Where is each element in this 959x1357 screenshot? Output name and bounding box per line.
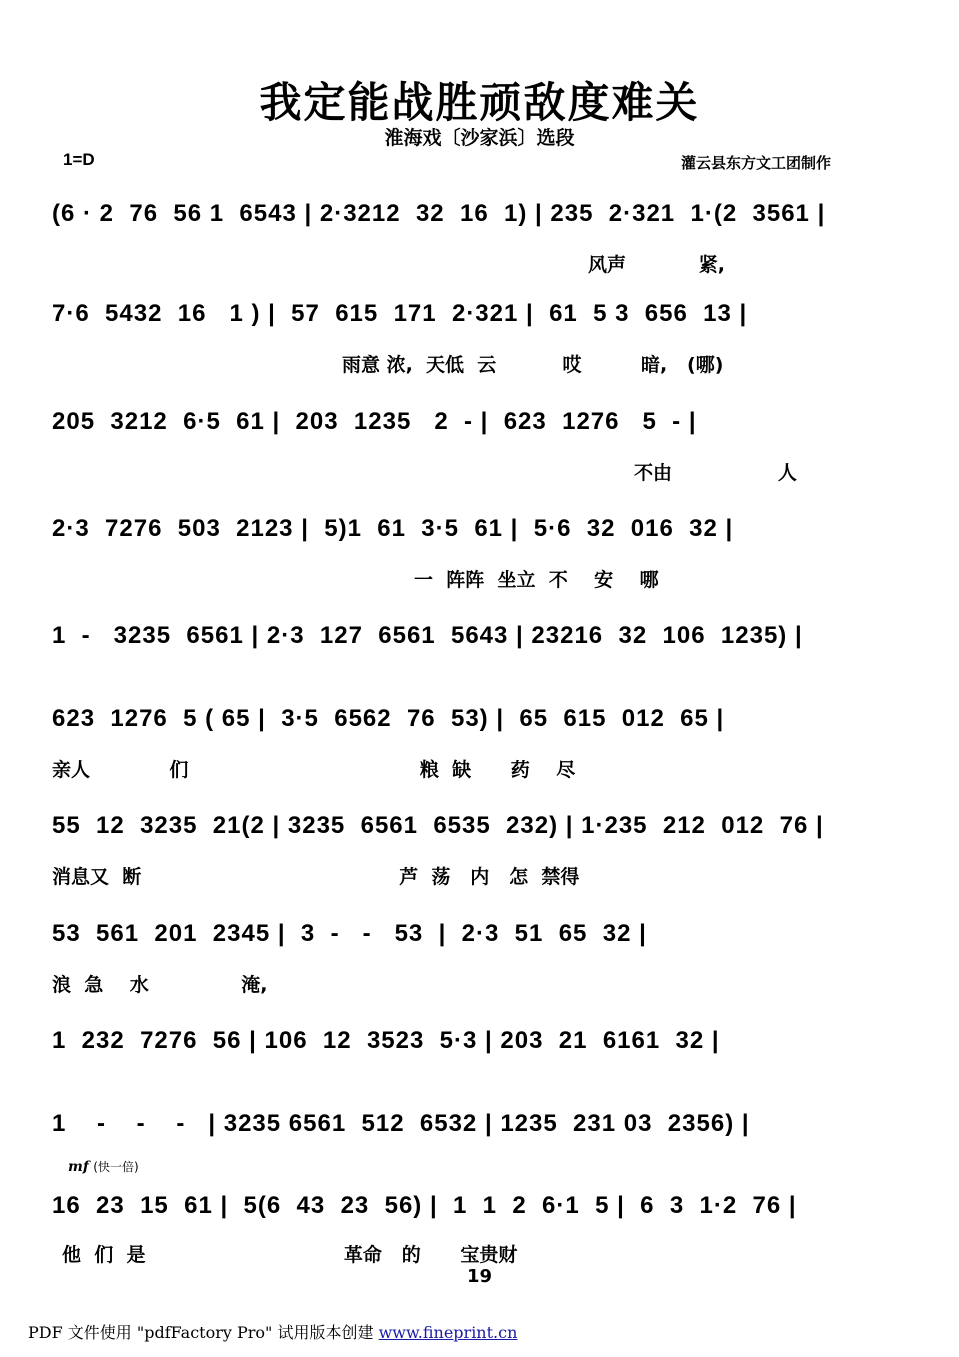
notation-line: 53 561 201 2345 | 3 - - 53 | 2·3 51 65 32 | bbox=[52, 920, 647, 947]
notation-line: 55 12 3235 21(2 | 3235 6561 6535 232) | 1·235 212 012 76 | bbox=[52, 812, 824, 839]
notation-line: 1 232 7276 56 | 106 12 3523 5·3 | 203 21 6161 32 | bbox=[52, 1027, 720, 1054]
lyrics-line: 他 们 是 革命 的 宝贵财 bbox=[62, 1244, 518, 1266]
notation-line: 7·6 5432 16 1 ) | 57 615 171 2·321 | 61 5 3 656 13 | bbox=[52, 300, 748, 327]
footer-text: PDF 文件使用 "pdfFactory Pro" 试用版本创建 bbox=[28, 1323, 379, 1342]
lyrics-line: 风声 紧, bbox=[588, 254, 725, 276]
page-title: 我定能战胜顽敌度难关 bbox=[259, 78, 700, 127]
notation-line: 1 - - - | 3235 6561 512 6532 | 1235 231 03 2356) | bbox=[52, 1110, 750, 1137]
page-subtitle: 淮海戏〔沙家浜〕选段 bbox=[384, 127, 575, 149]
lyrics-line: 雨意 浓, 天低 云 哎 暗, (哪) bbox=[342, 354, 724, 376]
lyrics-line: 一 阵阵 坐立 不 安 哪 bbox=[414, 569, 659, 591]
dynamic-mark: mf bbox=[68, 1159, 89, 1175]
page-number: 19 bbox=[466, 1266, 493, 1287]
lyrics-line: 亲人 们 粮 缺 药 尽 bbox=[52, 759, 576, 781]
footer-link[interactable]: www.fineprint.cn bbox=[378, 1323, 518, 1342]
notation-line: 2·3 7276 503 2123 | 5)1 61 3·5 61 | 5·6 32 016 32 | bbox=[52, 515, 734, 542]
credit-line: 灌云县东方文工团制作 bbox=[681, 154, 832, 172]
notation-line: (6 · 2 76 56 1 6543 | 2·3212 32 16 1) | 235 2·321 1·(2 3561 | bbox=[52, 200, 826, 227]
tempo-note: (快一倍) bbox=[93, 1160, 139, 1174]
notation-line: 1 - 3235 6561 | 2·3 127 6561 5643 | 23216 32 106 1235) | bbox=[52, 622, 803, 649]
notation-line: 205 3212 6·5 61 | 203 1235 2 - | 623 1276 5 - | bbox=[52, 408, 697, 435]
lyrics-line: 不由 人 bbox=[634, 462, 797, 484]
lyrics-line: 浪 急 水 淹, bbox=[52, 974, 268, 996]
tempo-annotation bbox=[68, 1158, 139, 1175]
pdf-footer bbox=[28, 1320, 517, 1343]
key-signature: 1=D bbox=[63, 150, 95, 169]
notation-line: 16 23 15 61 | 5(6 43 23 56) | 1 1 2 6·1 5 | 6 3 1·2 76 | bbox=[52, 1192, 797, 1219]
notation-line: 623 1276 5 ( 65 | 3·5 6562 76 53) | 65 615 012 65 | bbox=[52, 705, 725, 732]
lyrics-line: 消息又 断 芦 荡 内 怎 禁得 bbox=[52, 866, 580, 888]
